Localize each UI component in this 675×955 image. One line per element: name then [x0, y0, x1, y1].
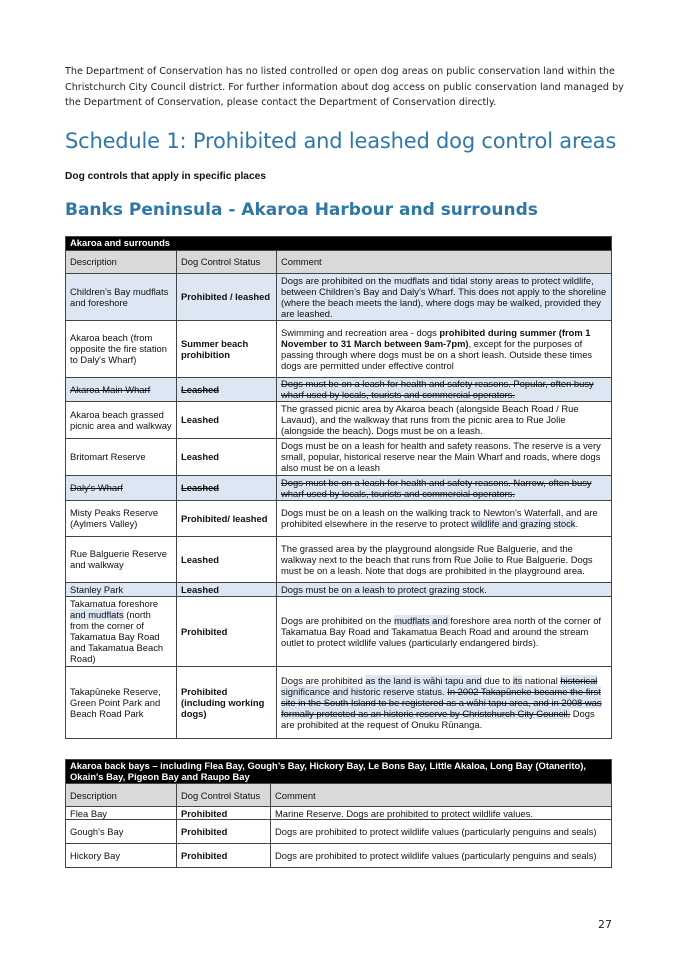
table-row — [66, 401, 612, 438]
col-header-description: Description — [66, 784, 177, 807]
row-description: Akaroa Main Wharf — [66, 377, 177, 401]
description-part: Takamatua foreshore — [70, 598, 159, 609]
comment-part: Dogs must be on a leash on the walking track to Newton's Waterfall, and are prohibited elsewhere in the reserve to protect — [281, 507, 598, 529]
col-header-description: Description — [66, 250, 177, 273]
akaroa-back-bays-table — [65, 759, 612, 868]
row-description: Akaroa beach (from opposite the fire station to Daly's Wharf) — [66, 320, 177, 377]
table-row — [66, 500, 612, 536]
comment-part: . — [575, 518, 579, 529]
table-caption: Akaroa back bays – including Flea Bay, Gough’s Bay, Hickory Bay, Le Bons Bay, Little Akaloa, Long Bay (Otanerito), Okain's Bay, Pigeon Bay and Raupo Bay — [66, 760, 612, 784]
row-status: Leashed — [177, 377, 277, 401]
table-caption-row — [66, 760, 612, 784]
row-comment: Dogs must be on a leash to protect grazing stock. — [277, 582, 612, 596]
row-status: Prohibited (including working dogs) — [177, 666, 277, 738]
section-title: Banks Peninsula - Akaroa Harbour and surrounds — [65, 200, 538, 220]
row-status: Prohibited — [177, 844, 271, 868]
row-comment: Dogs are prohibited to protect wildlife values (particularly penguins and seals) — [271, 844, 612, 868]
comment-strikethrough: historical — [560, 674, 598, 686]
intro-paragraph: The Department of Conservation has no listed controlled or open dog areas on public conservation land within the Christchurch City Council district. For further information about dog access on public conservation land managed by the Department of Conservation, please contact the Department of Conservation directly. — [65, 66, 624, 108]
comment-highlight: its — [512, 674, 523, 686]
row-comment: Dogs must be on a leash for health and safety reasons. The reserve is a very small, popular, historical reserve near the Main Wharf and roads, where dogs also must be on a leash — [277, 438, 612, 475]
row-comment — [277, 666, 612, 738]
table-header-row — [66, 784, 612, 807]
row-comment — [277, 500, 612, 536]
table-row — [66, 273, 612, 320]
akaroa-surrounds-table — [65, 236, 612, 739]
comment-part: Dogs are prohibited at the request of Onuku Rūnanga. — [281, 707, 595, 730]
row-status: Leashed — [177, 582, 277, 596]
row-status: Leashed — [177, 438, 277, 475]
row-comment: Dogs must be on a leash for health and safety reasons. Narrow, often busy wharf used by locals, tourists and commercial operators. — [277, 475, 612, 500]
table-caption: Akaroa and surrounds — [66, 237, 612, 251]
row-status: Leashed — [177, 401, 277, 438]
comment-part: foreshore area north of the corner of Takamatua Bay Road and Takamatua Beach Road and around the stream outlet to protect wildlife values (particularly endangered birds). — [281, 614, 602, 648]
row-comment: Dogs are prohibited on the mudflats and tidal stony areas to protect wildlife, between Children’s Bay and Daly’s Wharf. This does not apply to the shoreline (where the beach meets the land), where dogs may be walked, provided they are leashed. — [277, 273, 612, 320]
col-header-status: Dog Control Status — [177, 250, 277, 273]
row-status: Prohibited / leashed — [177, 273, 277, 320]
comment-part: Dogs are prohibited on the — [281, 614, 395, 626]
comment-part: Dogs are prohibited — [281, 674, 366, 686]
row-comment: The grassed area by the playground alongside Rue Balguerie, and the walkway next to the beach that runs from Rue Jolie to Rue Balguerie. Dogs must be on a leash. Note that dogs are prohibited in the playground area. — [277, 536, 612, 582]
row-status: Prohibited — [177, 807, 271, 820]
row-description: Takapūneke Reserve, Green Point Park and Beach Road Park — [66, 666, 177, 738]
table-row — [66, 475, 612, 500]
row-description: Daly's Wharf — [66, 475, 177, 500]
row-status: Leashed — [177, 475, 277, 500]
comment-highlight: as the land is wāhi tapu and — [365, 674, 482, 686]
row-description: Misty Peaks Reserve (Aylmers Valley) — [66, 500, 177, 536]
comment-part: Swimming and recreation area - dogs — [281, 326, 440, 338]
col-header-status: Dog Control Status — [177, 784, 271, 807]
page-number: 27 — [598, 918, 612, 931]
row-description: Akaroa beach grassed picnic area and walkway — [66, 401, 177, 438]
table-row — [66, 666, 612, 738]
comment-part: national — [522, 674, 561, 686]
table-row — [66, 844, 612, 868]
row-comment — [277, 596, 612, 666]
comment-highlight: mudflats and — [394, 614, 451, 626]
row-description: Gough's Bay — [66, 820, 177, 844]
table-caption-row — [66, 237, 612, 251]
comment-highlight: significance and historic reserve status. — [281, 685, 448, 697]
schedule-title: Schedule 1: Prohibited and leashed dog control areas — [65, 129, 617, 153]
row-description: Rue Balguerie Reserve and walkway — [66, 536, 177, 582]
row-comment: Dogs must be on a leash for health and safety reasons. Popular, often busy wharf used by locals, tourists and commercial operators. — [277, 377, 612, 401]
col-header-comment: Comment — [277, 250, 612, 273]
comment-strikethrough: In 2002 Takapūneke became the first site in the South Island to be registered as a wāhi tapu area, and in 2008 was formally protected as an historic reserve by Christchurch City Council. — [281, 685, 602, 719]
comment-bold: prohibited during summer (from 1 November to 31 March between 9am-7pm) — [281, 326, 591, 349]
table-row — [66, 536, 612, 582]
row-description: Children’s Bay mudflats and foreshore — [66, 273, 177, 320]
row-description — [66, 596, 177, 666]
table-header-row — [66, 250, 612, 273]
row-status: Leashed — [177, 536, 277, 582]
table-row — [66, 377, 612, 401]
comment-highlight: wildlife and grazing stock — [471, 518, 576, 529]
row-comment: Marine Reserve. Dogs are prohibited to protect wildlife values. — [271, 807, 612, 820]
row-status: Prohibited — [177, 820, 271, 844]
row-description: Flea Bay — [66, 807, 177, 820]
table-row — [66, 438, 612, 475]
comment-part: , except for the purposes of passing through where dogs must be on a short leash. Outside these times dogs are permitted under effective control — [281, 337, 593, 371]
row-description: Stanley Park — [66, 582, 177, 596]
description-highlight: and mudflats — [70, 609, 124, 620]
description-part: (north from the corner of Takamatua Bay Road and Takamatua Beach Road) — [70, 609, 164, 664]
row-status: Prohibited/ leashed — [177, 500, 277, 536]
row-comment — [277, 320, 612, 377]
comment-part: due to — [481, 674, 513, 686]
row-description: Britomart Reserve — [66, 438, 177, 475]
row-comment: Dogs are prohibited to protect wildlife values (particularly penguins and seals) — [271, 820, 612, 844]
row-status: Prohibited — [177, 596, 277, 666]
col-header-comment: Comment — [271, 784, 612, 807]
row-comment: The grassed picnic area by Akaroa beach (alongside Beach Road / Rue Lavaud), and the walkway that runs from the picnic area to Rue Jolie (alongside the beach). Dogs must be on a leash. — [277, 401, 612, 438]
table-row — [66, 807, 612, 820]
row-status: Summer beach prohibition — [177, 320, 277, 377]
row-description: Hickory Bay — [66, 844, 177, 868]
table-row — [66, 320, 612, 377]
table-row — [66, 582, 612, 596]
table-row — [66, 596, 612, 666]
subheading: Dog controls that apply in specific places — [65, 171, 266, 182]
table-row — [66, 820, 612, 844]
